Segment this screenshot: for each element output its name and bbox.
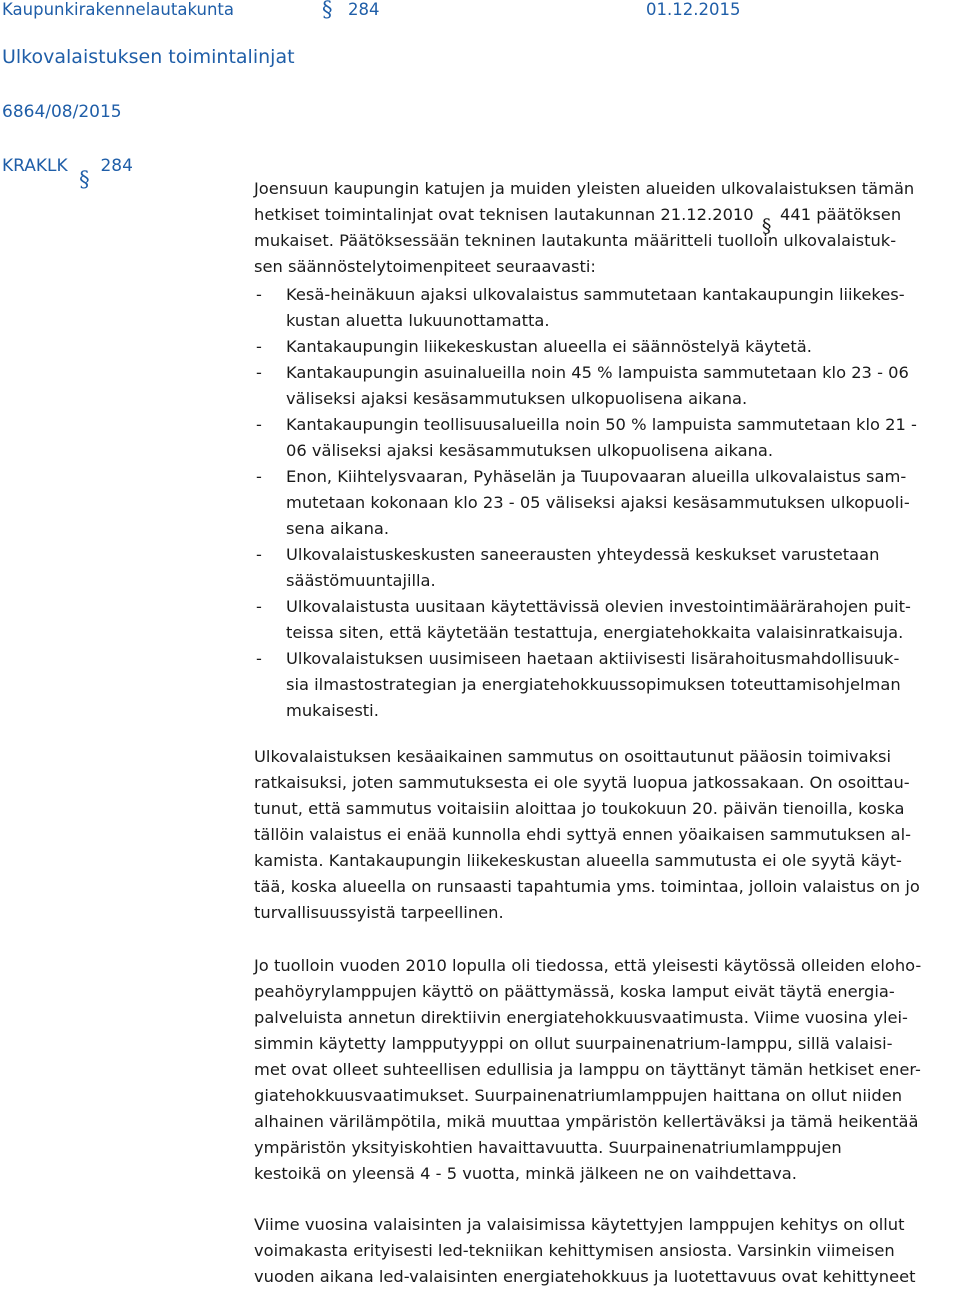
paragraph-line: Ulkovalaistuksen kesäaikainen sammutus on osoittautunut pääosin toimivaksi	[254, 747, 892, 766]
paragraph-line: voimakasta erityisesti led-tekniikan kehittymisen ansiosta. Varsinkin viimeisen	[254, 1241, 895, 1260]
bullet-line: Kantakaupungin asuinalueilla noin 45 % lampuista sammutetaan klo 23 - 06	[286, 363, 909, 382]
bullet-line: Kantakaupungin liikekeskustan alueella ei säännöstelyä käytetä.	[286, 337, 812, 356]
page-title: Ulkovalaistuksen toimintalinjat	[2, 46, 295, 68]
paragraph-line: tää, koska alueella on runsaasti tapahtumia yms. toimintaa, jolloin valaistus on jo	[254, 877, 920, 896]
paragraph-line: kestoikä on yleensä 4 - 5 vuotta, minkä jälkeen ne on vaihdettava.	[254, 1164, 797, 1183]
header-organization: Kaupunkirakennelautakunta	[2, 0, 234, 19]
section-sign-icon: §	[761, 215, 772, 237]
paragraph-line: turvallisuussyistä tarpeellinen.	[254, 903, 504, 922]
paragraph-line: kamista. Kantakaupungin liikekeskustan alueella sammutusta ei ole syytä käyt-	[254, 851, 902, 870]
intro-line: Joensuun kaupungin katujen ja muiden yleisten alueiden ulkovalaistuksen tämän	[254, 179, 915, 198]
intro-line	[254, 202, 902, 237]
paragraph-line: Viime vuosina valaisinten ja valaisimissa käytettyjen lamppujen kehitys on ollut	[254, 1215, 905, 1234]
bullet-line: Ulkovalaistusta uusitaan käytettävissä olevien investointimäärärahojen puit-	[286, 597, 911, 616]
kraklk-number: 284	[100, 156, 133, 176]
section-sign-icon: §	[79, 167, 90, 191]
bullet-line: sena aikana.	[286, 519, 390, 538]
bullet-line: mutetaan kokonaan klo 23 - 05 väliseksi ajaksi kesäsammutuksen ulkopuoli-	[286, 493, 910, 512]
paragraph-line: met ovat olleet suhteellisen edullisia ja lamppu on täyttänyt tämän hetkiset ener-	[254, 1060, 921, 1079]
intro-text: 441 päätöksen	[780, 205, 902, 224]
bullet-line: sia ilmastostrategian ja energiatehokkuussopimuksen toteuttamisohjelman	[286, 675, 901, 694]
kraklk-label: KRAKLK	[2, 156, 68, 176]
paragraph-line: alhainen värilämpötila, mikä muuttaa ympäristön kellertäväksi ja tämä heikentää	[254, 1112, 919, 1131]
bullet-line: Ulkovalaistuskeskusten saneerausten yhteydessä keskukset varustetaan	[286, 545, 880, 564]
paragraph-line: ympäristön yksityiskohtien havaittavuutta. Suurpainenatriumlamppujen	[254, 1138, 842, 1157]
paragraph-line: tällöin valaistus ei enää kunnolla ehdi syttyä ennen yöaikaisen sammutuksen al-	[254, 825, 912, 844]
paragraph-line: peahöyrylamppujen käyttö on päättymässä, koska lamput eivät täytä energia-	[254, 982, 895, 1001]
paragraph-line: Jo tuolloin vuoden 2010 lopulla oli tiedossa, että yleisesti käytössä olleiden eloho-	[254, 956, 922, 975]
intro-text: mukaiset.	[254, 231, 334, 250]
bullet-line: Kantakaupungin teollisuusalueilla noin 50 % lampuista sammutetaan klo 21 -	[286, 415, 917, 434]
bullet-line: 06 väliseksi ajaksi kesäsammutuksen ulkopuolisena aikana.	[286, 441, 774, 460]
header-date: 01.12.2015	[646, 0, 741, 19]
bullet-line: Enon, Kiihtelysvaaran, Pyhäselän ja Tuupovaaran alueilla ulkovalaistus sam-	[286, 467, 907, 486]
intro-line	[254, 228, 896, 254]
kraklk-reference	[2, 156, 133, 191]
bullet-line: mukaisesti.	[286, 701, 379, 720]
reference-number: 6864/08/2015	[2, 102, 122, 122]
intro-line: sen säännöstelytoimenpiteet seuraavasti:	[254, 257, 596, 276]
paragraph-line: simmin käytetty lampputyyppi on ollut suurpainenatrium-lamppu, sillä valaisi-	[254, 1034, 893, 1053]
paragraph-line: ratkaisuksi, joten sammutuksesta ei ole syytä luopua jatkossakaan. On osoittau-	[254, 773, 910, 792]
bullet-line: väliseksi ajaksi kesäsammutuksen ulkopuolisena aikana.	[286, 389, 748, 408]
header-section-number: 284	[348, 0, 380, 19]
section-sign-icon: §	[322, 0, 333, 21]
bullet-line: teissa siten, että käytetään testattuja, energiatehokkaita valaisinratkaisuja.	[286, 623, 904, 642]
paragraph-line: tunut, että sammutus voitaisiin aloittaa jo toukokuun 20. päivän tienoilla, koska	[254, 799, 905, 818]
header-section	[322, 0, 380, 19]
bullet-line: Kesä-heinäkuun ajaksi ulkovalaistus sammutetaan kantakaupungin liikekes-	[286, 285, 905, 304]
bullet-line: kustan aluetta lukuunottamatta.	[286, 311, 550, 330]
paragraph-line: palveluista annetun direktiivin energiatehokkuusvaatimusta. Viime vuosina ylei-	[254, 1008, 908, 1027]
intro-text: Päätöksessään tekninen lautakunta määritteli tuolloin ulkovalaistuk-	[339, 231, 897, 250]
paragraph-line: giatehokkuusvaatimukset. Suurpainenatriumlamppujen haittana on ollut niiden	[254, 1086, 903, 1105]
bullet-line: säästömuuntajilla.	[286, 571, 436, 590]
bullet-line: Ulkovalaistuksen uusimiseen haetaan aktiivisesti lisärahoitusmahdollisuuk-	[286, 649, 900, 668]
paragraph-line: vuoden aikana led-valaisinten energiatehokkuus ja luotettavuus ovat kehittyneet	[254, 1267, 916, 1286]
intro-text: hetkiset toimintalinjat ovat teknisen lautakunnan 21.12.2010	[254, 205, 754, 224]
